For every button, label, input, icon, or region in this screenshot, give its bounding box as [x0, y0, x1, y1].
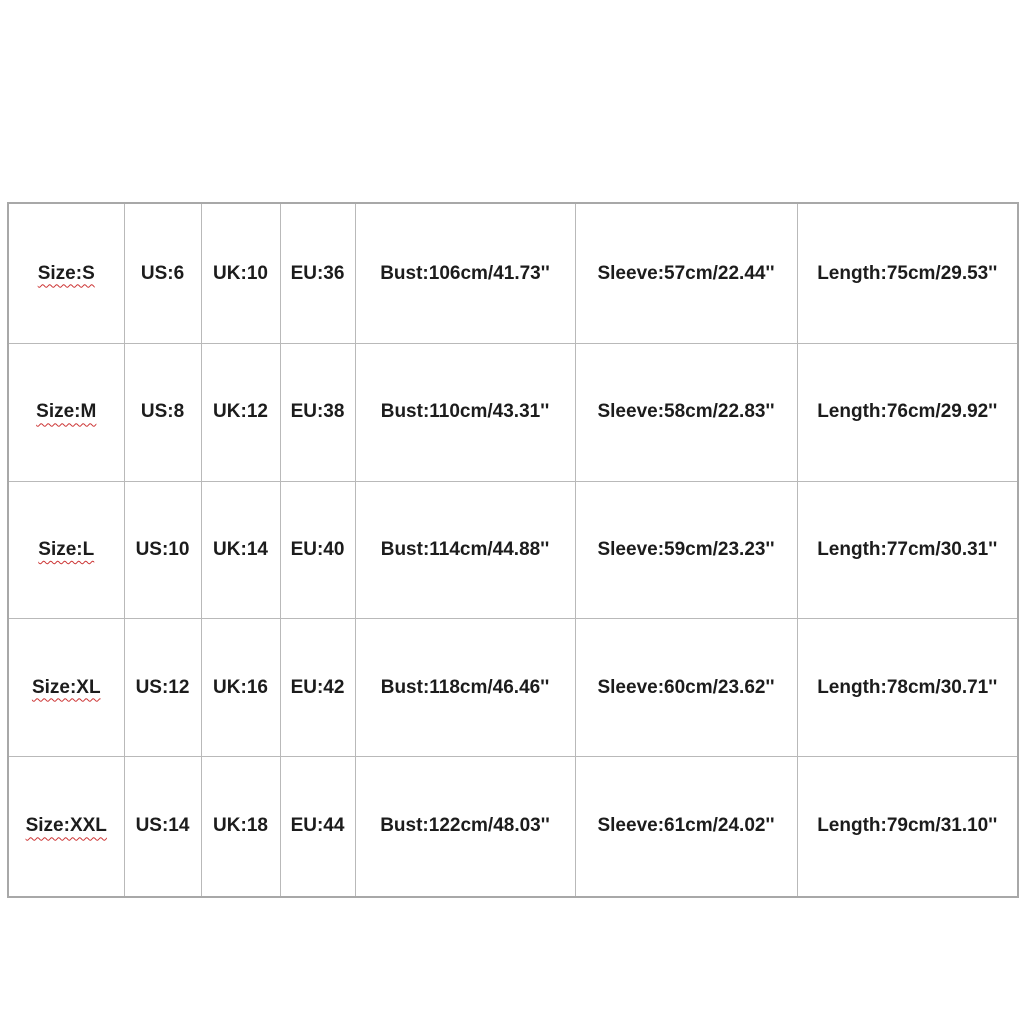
cell-us: US:14: [124, 756, 201, 897]
cell-sleeve: Sleeve:57cm/22.44'': [575, 203, 797, 344]
cell-uk: UK:10: [201, 203, 280, 344]
table-row: [8, 481, 1018, 619]
cell-eu: EU:40: [280, 481, 355, 619]
cell-us: US:12: [124, 619, 201, 757]
table-row: [8, 619, 1018, 757]
cell-length: Length:76cm/29.92'': [797, 344, 1018, 482]
size-label: Size:XL: [31, 676, 101, 698]
table-row: [8, 344, 1018, 482]
cell-size: [8, 756, 124, 897]
cell-bust: Bust:110cm/43.31'': [355, 344, 575, 482]
cell-sleeve: Sleeve:59cm/23.23'': [575, 481, 797, 619]
cell-size: [8, 619, 124, 757]
size-label: Size:S: [37, 262, 95, 284]
cell-uk: UK:12: [201, 344, 280, 482]
cell-uk: UK:16: [201, 619, 280, 757]
cell-size: [8, 344, 124, 482]
cell-uk: UK:18: [201, 756, 280, 897]
cell-sleeve: Sleeve:58cm/22.83'': [575, 344, 797, 482]
table-row: [8, 203, 1018, 344]
cell-bust: Bust:106cm/41.73'': [355, 203, 575, 344]
cell-uk: UK:14: [201, 481, 280, 619]
cell-eu: EU:42: [280, 619, 355, 757]
size-chart-table: [7, 202, 1019, 898]
size-label: Size:XXL: [25, 815, 107, 837]
cell-sleeve: Sleeve:61cm/24.02'': [575, 756, 797, 897]
cell-bust: Bust:122cm/48.03'': [355, 756, 575, 897]
cell-length: Length:78cm/30.71'': [797, 619, 1018, 757]
cell-size: [8, 481, 124, 619]
cell-bust: Bust:114cm/44.88'': [355, 481, 575, 619]
cell-us: US:10: [124, 481, 201, 619]
cell-eu: EU:44: [280, 756, 355, 897]
size-label: Size:L: [38, 538, 95, 560]
cell-bust: Bust:118cm/46.46'': [355, 619, 575, 757]
cell-sleeve: Sleeve:60cm/23.62'': [575, 619, 797, 757]
cell-length: Length:75cm/29.53'': [797, 203, 1018, 344]
cell-length: Length:79cm/31.10'': [797, 756, 1018, 897]
cell-size: [8, 203, 124, 344]
cell-us: US:6: [124, 203, 201, 344]
cell-eu: EU:36: [280, 203, 355, 344]
table-row: [8, 756, 1018, 897]
cell-us: US:8: [124, 344, 201, 482]
cell-eu: EU:38: [280, 344, 355, 482]
cell-length: Length:77cm/30.31'': [797, 481, 1018, 619]
size-label: Size:M: [36, 401, 97, 423]
